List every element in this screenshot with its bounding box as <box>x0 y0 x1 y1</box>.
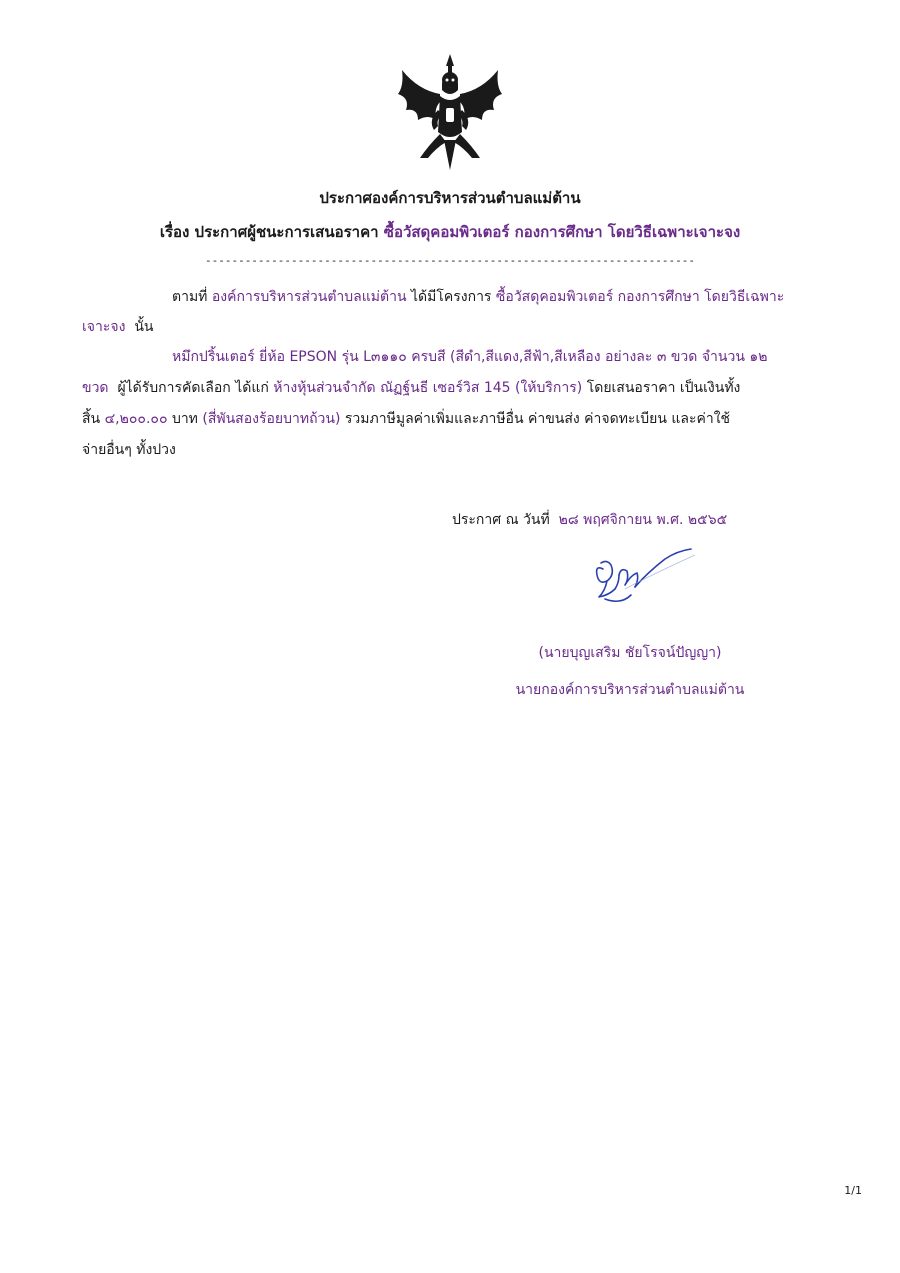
p2-amount-words: (สี่พันสองร้อยบาทถ้วน) <box>202 411 341 427</box>
p2-item-cont: ขวด <box>82 380 109 396</box>
p1-project-cont: เจาะจง <box>82 319 126 335</box>
paragraph-2-line-2 <box>82 377 740 399</box>
date-prefix: ประกาศ ณ วันที่ <box>452 512 550 528</box>
p2-amount: ๔,๒๐๐.๐๐ <box>104 411 168 427</box>
announcement-subject <box>0 220 900 244</box>
p2-vendor: ห้างหุ้นส่วนจำกัด ณัฏฐ์นธี เซอร์วิส 145 (ให้บริการ) <box>273 380 583 396</box>
signature-image <box>585 545 700 610</box>
date-value: ๒๘ พฤศจิกายน พ.ศ. ๒๕๖๕ <box>558 512 728 528</box>
p2-offer: โดยเสนอราคา เป็นเงินทั้ง <box>586 380 741 396</box>
p1-project: ซื้อวัสดุคอมพิวเตอร์ กองการศึกษา โดยวิธีเฉพาะ <box>495 289 785 305</box>
paragraph-1-line-2 <box>82 316 153 338</box>
paragraph-1-line-1 <box>172 286 784 308</box>
p1-middle: ได้มีโครงการ <box>410 289 492 305</box>
signer-name: (นายบุญเสริม ชัยโรจน์ปัญญา) <box>538 645 722 661</box>
subject-highlight: ซื้อวัสดุคอมพิวเตอร์ กองการศึกษา โดยวิธีเฉพาะเจาะจง <box>383 223 741 241</box>
p2-selected: ผู้ได้รับการคัดเลือก ได้แก่ <box>117 380 269 396</box>
garuda-emblem <box>388 50 512 174</box>
paragraph-2-line-1 <box>172 346 767 368</box>
p1-org: องค์การบริหารส่วนตำบลแม่ต้าน <box>211 289 407 305</box>
subject-prefix: เรื่อง ประกาศผู้ชนะการเสนอราคา <box>159 223 379 241</box>
paragraph-2-line-4: จ่ายอื่นๆ ทั้งปวง <box>82 442 176 458</box>
announcement-title: ประกาศองค์การบริหารส่วนตำบลแม่ต้าน <box>319 189 581 207</box>
announcement-date <box>452 509 727 531</box>
p2-baht: บาท <box>171 411 198 427</box>
p1-prefix: ตามที่ <box>172 289 208 305</box>
separator-line: -------------------------------------------------------------------------- <box>204 254 696 267</box>
p1-suffix: นั้น <box>134 319 154 335</box>
signer-position: นายกองค์การบริหารส่วนตำบลแม่ต้าน <box>515 682 745 698</box>
page-number: 1/1 <box>844 1184 862 1197</box>
paragraph-2-line-3 <box>82 408 730 430</box>
p2-tax: รวมภาษีมูลค่าเพิ่มและภาษีอื่น ค่าขนส่ง ค่าจดทะเบียน และค่าใช้ <box>344 411 731 427</box>
p2-item: หมึกปริ้นเตอร์ ยี่ห้อ EPSON รุ่น L๓๑๑๐ ครบสี (สีดำ,สีแดง,สีฟ้า,สีเหลือง อย่างละ ๓ ขวด จำนวน ๑๒ <box>172 349 768 365</box>
p2-total-prefix: สิ้น <box>82 411 101 427</box>
